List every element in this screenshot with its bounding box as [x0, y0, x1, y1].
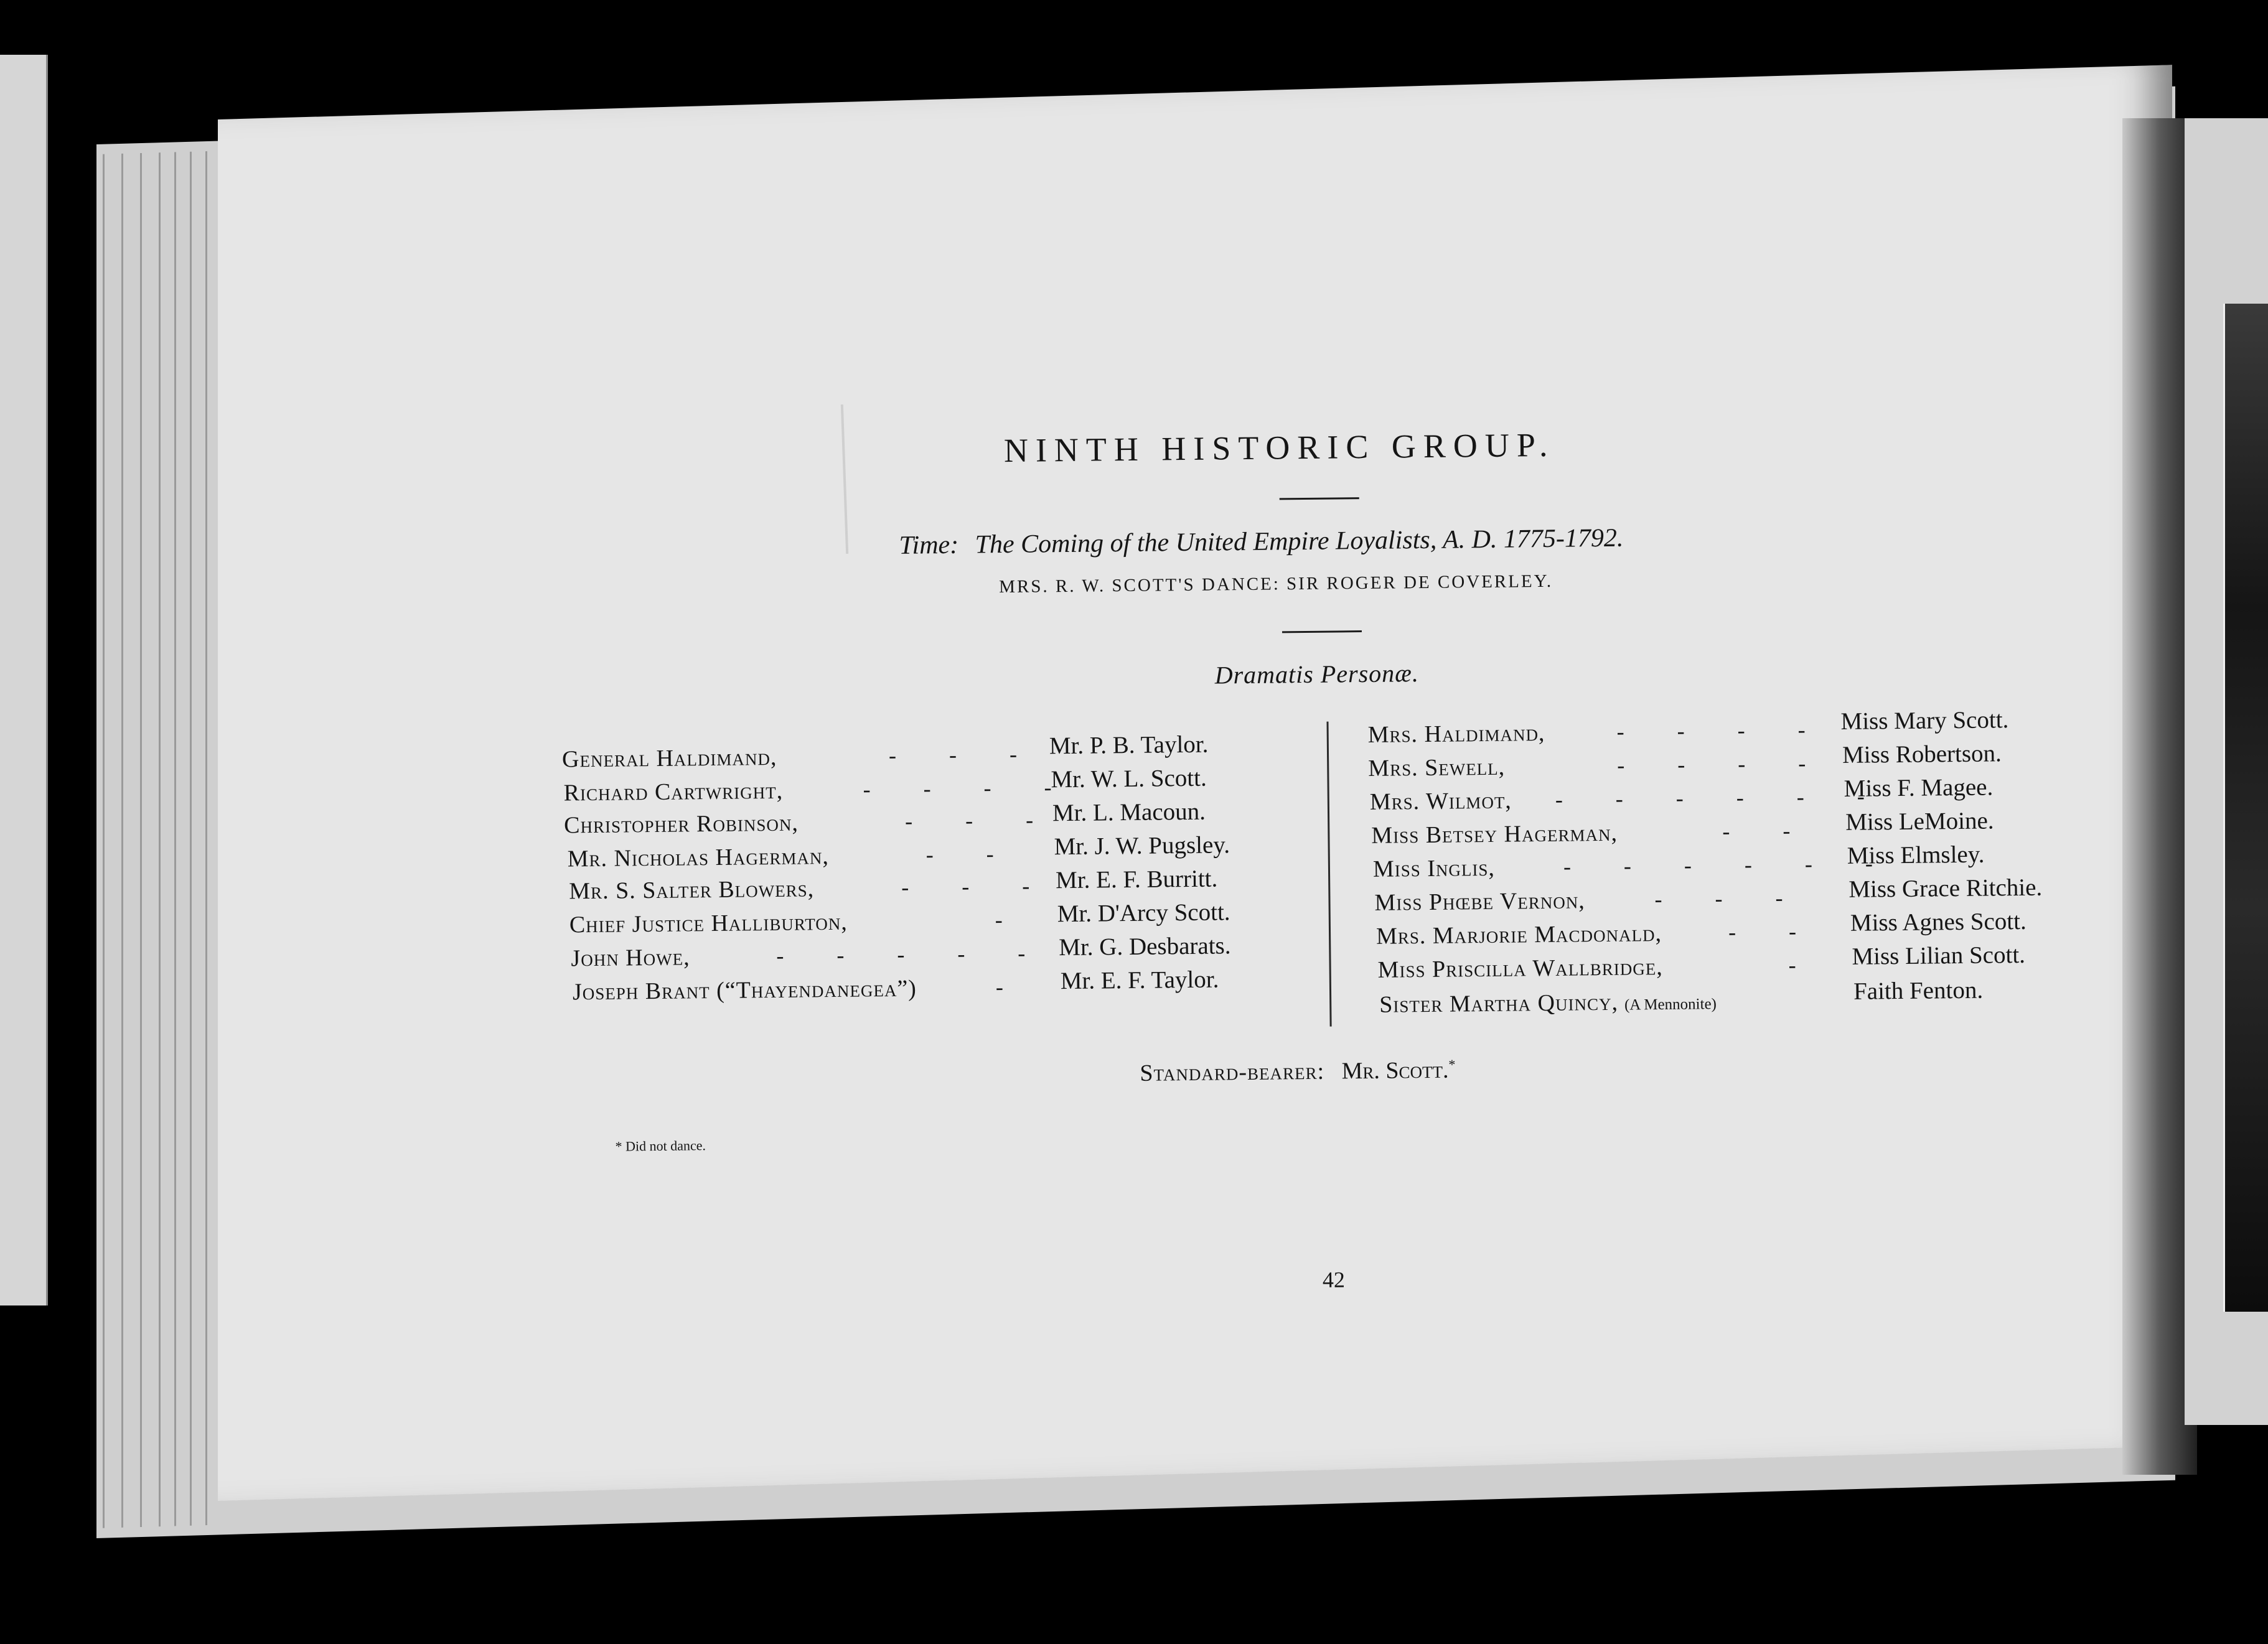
cast-role: Joseph Brant (“Thayendanegea”)	[572, 975, 917, 1006]
cast-role-note: (A Mennonite)	[1624, 996, 1717, 1014]
cast-actor: Mr. E. F. Burritt.	[1055, 865, 1218, 894]
time-text: The Coming of the United Empire Loyalists, A. D. 1775-1792.	[975, 523, 1624, 559]
cast-dashes: -	[995, 974, 1028, 1000]
cast-dashes: - -	[925, 841, 1018, 867]
standard-bearer-name: Mr. Scott.	[1341, 1057, 1449, 1085]
cast-dashes: - - - - -	[776, 940, 1049, 968]
cast-actor: Mr. P. B. Taylor.	[1049, 731, 1209, 760]
cast-actor: Miss LeMoine.	[1845, 807, 1994, 836]
cast-actor: Mr. G. Desbarats.	[1059, 932, 1231, 961]
title-rule	[1280, 497, 1359, 500]
cast-role: Miss Betsey Hagerman,	[1371, 820, 1618, 849]
cast-actor: Miss Agnes Scott.	[1850, 907, 2027, 936]
cast-role: Mr. Nicholas Hagerman,	[567, 843, 830, 872]
cast-actor: Faith Fenton.	[1853, 976, 1984, 1005]
subtitle-rule	[1282, 630, 1362, 633]
cast-role: Miss Priscilla Wallbridge,	[1377, 954, 1663, 983]
cast-dashes: - - -	[901, 873, 1054, 900]
cast-role: Chief Justice Halliburton,	[569, 908, 848, 938]
cast-dashes: - - - -	[1616, 717, 1829, 744]
standard-bearer-line	[1140, 1057, 1456, 1087]
dance-line: MRS. R. W. SCOTT'S DANCE: SIR ROGER DE COVERLEY.	[999, 571, 1553, 597]
standard-bearer-label: Standard-bearer:	[1140, 1058, 1325, 1086]
page-number: 42	[1322, 1267, 1346, 1292]
cast-actor: Mr. D'Arcy Scott.	[1057, 899, 1230, 928]
cast-role: Richard Cartwright,	[563, 777, 784, 806]
column-divider	[1326, 722, 1331, 1027]
cast-dashes: -	[1788, 952, 1820, 978]
cast-actor: Mr. J. W. Pugsley.	[1054, 831, 1230, 861]
cast-actor: Miss Grace Ritchie.	[1849, 874, 2043, 903]
cast-role: Miss Phœbe Vernon,	[1374, 887, 1585, 916]
cast-role: Mrs. Wilmot,	[1369, 787, 1512, 815]
cast-role: Mrs. Sewell,	[1368, 754, 1506, 782]
cast-dashes: - - - -	[863, 774, 1075, 802]
cast-dashes: - - -	[904, 807, 1057, 834]
cast-role: John Howe,	[571, 944, 690, 972]
cast-role	[1379, 988, 1717, 1019]
cast-dashes: - - -	[888, 741, 1041, 768]
cast-actor: Mr. E. F. Taylor.	[1060, 966, 1219, 995]
cast-actor: Miss F. Magee.	[1844, 773, 1994, 802]
cast-dashes: - - - -	[1617, 750, 1830, 778]
cast-actor: Miss Lilian Scott.	[1852, 941, 2026, 970]
cast-dashes: - - - - - -	[1555, 783, 1888, 812]
page-title: NINTH HISTORIC GROUP.	[1003, 426, 1555, 470]
cast-dashes: - - - - - -	[1563, 851, 1897, 879]
footnote-marker: *	[1448, 1056, 1456, 1072]
cast-actor: Miss Robertson.	[1842, 740, 2002, 768]
cast-role: Mrs. Haldimand,	[1367, 719, 1545, 748]
cast-actor: Miss Mary Scott.	[1840, 706, 2009, 736]
cast-role: Christopher Robinson,	[563, 810, 799, 839]
cast-dashes: -	[995, 907, 1026, 933]
time-prefix: Time:	[899, 530, 959, 560]
cast-role: Mr. S. Salter Blowers,	[569, 876, 815, 905]
cast-dashes: - - -	[1654, 885, 1807, 912]
cast-dashes: - -	[1728, 918, 1820, 945]
cast-actor: Mr. W. L. Scott.	[1051, 764, 1207, 793]
time-line	[899, 523, 1623, 561]
cast-role: General Haldimand,	[561, 744, 777, 773]
cast-actor: Mr. L. Macoun.	[1052, 798, 1206, 827]
cast-actor: Miss Elmsley.	[1847, 841, 1985, 869]
cast-role: Miss Inglis,	[1372, 854, 1496, 882]
footnote: * Did not dance.	[615, 1137, 706, 1154]
dramatis-personae-heading: Dramatis Personæ.	[1214, 659, 1420, 689]
cast-role-name: Sister Martha Quincy,	[1379, 989, 1619, 1018]
cast-dashes: - -	[1722, 818, 1814, 844]
cast-role: Mrs. Marjorie Macdonald,	[1375, 920, 1662, 950]
